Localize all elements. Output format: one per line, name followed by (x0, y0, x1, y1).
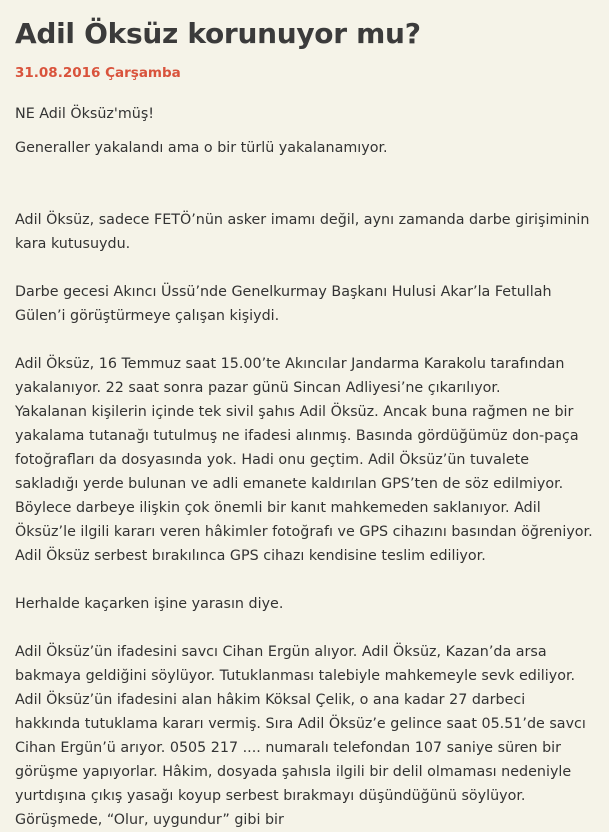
paragraph-spacer (15, 568, 594, 592)
paragraph-spacer (15, 616, 594, 640)
paragraph: Adil Öksüz, 16 Temmuz saat 15.00’te Akıncılar Jandarma Karakolu tarafından yakalanıyor. 22 saat sonra pazar günü Sincan Adliyesi’ne çıkarılıyor. (15, 356, 565, 396)
paragraph-spacer (15, 126, 594, 136)
paragraph: Herhalde kaçarken işine yarasın diye. (15, 596, 284, 612)
article-title: Adil Öksüz korunuyor mu? (15, 17, 421, 50)
paragraph: Adil Öksüz’ün ifadesini savcı Cihan Ergün alıyor. Adil Öksüz, Kazan’da arsa bakmaya geldiğini söylüyor. Tutuklanması talebiyle mahkemeyle sevk ediliyor. Adil Öksüz’ün ifadesini alan hâkim Köksal Çelik, o ana kadar 27 darbeci hakkında tutuklama kararı vermiş. Sıra Adil Öksüz’e gelince saat 05.51’de savcı Cihan Ergün’ü arıyor. 0505 217 .... numaralı telefondan 107 saniye süren bir görüşme yapıyorlar. Hâkim, dosyada şahısla ilgili bir delil olmaması nedeniyle yurtdışına çıkış yasağı koyup serbest bırakmayı düşündüğünü söylüyor. Görüşmede, “Olur, uygundur” gibi bir (15, 644, 586, 828)
article-body (15, 102, 594, 832)
paragraph-spacer (15, 256, 594, 280)
paragraph: Yakalanan kişilerin içinde tek sivil şahıs Adil Öksüz. Ancak buna rağmen ne bir yakalama tutanağı tutulmuş ne ifadesi alınmış. Basında gördüğümüz don-paça fotoğrafları da dosyasında yok. Hadi onu geçtim. Adil Öksüz’ün tuvalete sakladığı yerde bulunan ve adli emanete kaldırılan GPS’ten de söz edilmiyor. Böylece darbeye ilişkin çok önemli bir kanıt mahkemeden saklanıyor. Adil Öksüz’le ilgili kararı veren hâkimler fotoğrafı ve GPS cihazını basından öğreniyor. Adil Öksüz serbest bırakılınca GPS cihazı kendisine teslim ediliyor. (15, 404, 593, 564)
paragraph: NE Adil Öksüz'müş! (15, 106, 155, 122)
paragraph: Adil Öksüz, sadece FETÖ’nün asker imamı değil, aynı zamanda darbe girişiminin kara kutusuydu. (15, 212, 590, 252)
article-date: 31.08.2016 Çarşamba (15, 65, 181, 81)
paragraph: Generaller yakalandı ama o bir türlü yakalanamıyor. (15, 140, 388, 156)
paragraph: Darbe gecesi Akıncı Üssü’nde Genelkurmay Başkanı Hulusi Akar’la Fetullah Gülen’i görüştürmeye çalışan kişiydi. (15, 284, 552, 324)
paragraph-spacer (15, 160, 594, 208)
paragraph-spacer (15, 328, 594, 352)
